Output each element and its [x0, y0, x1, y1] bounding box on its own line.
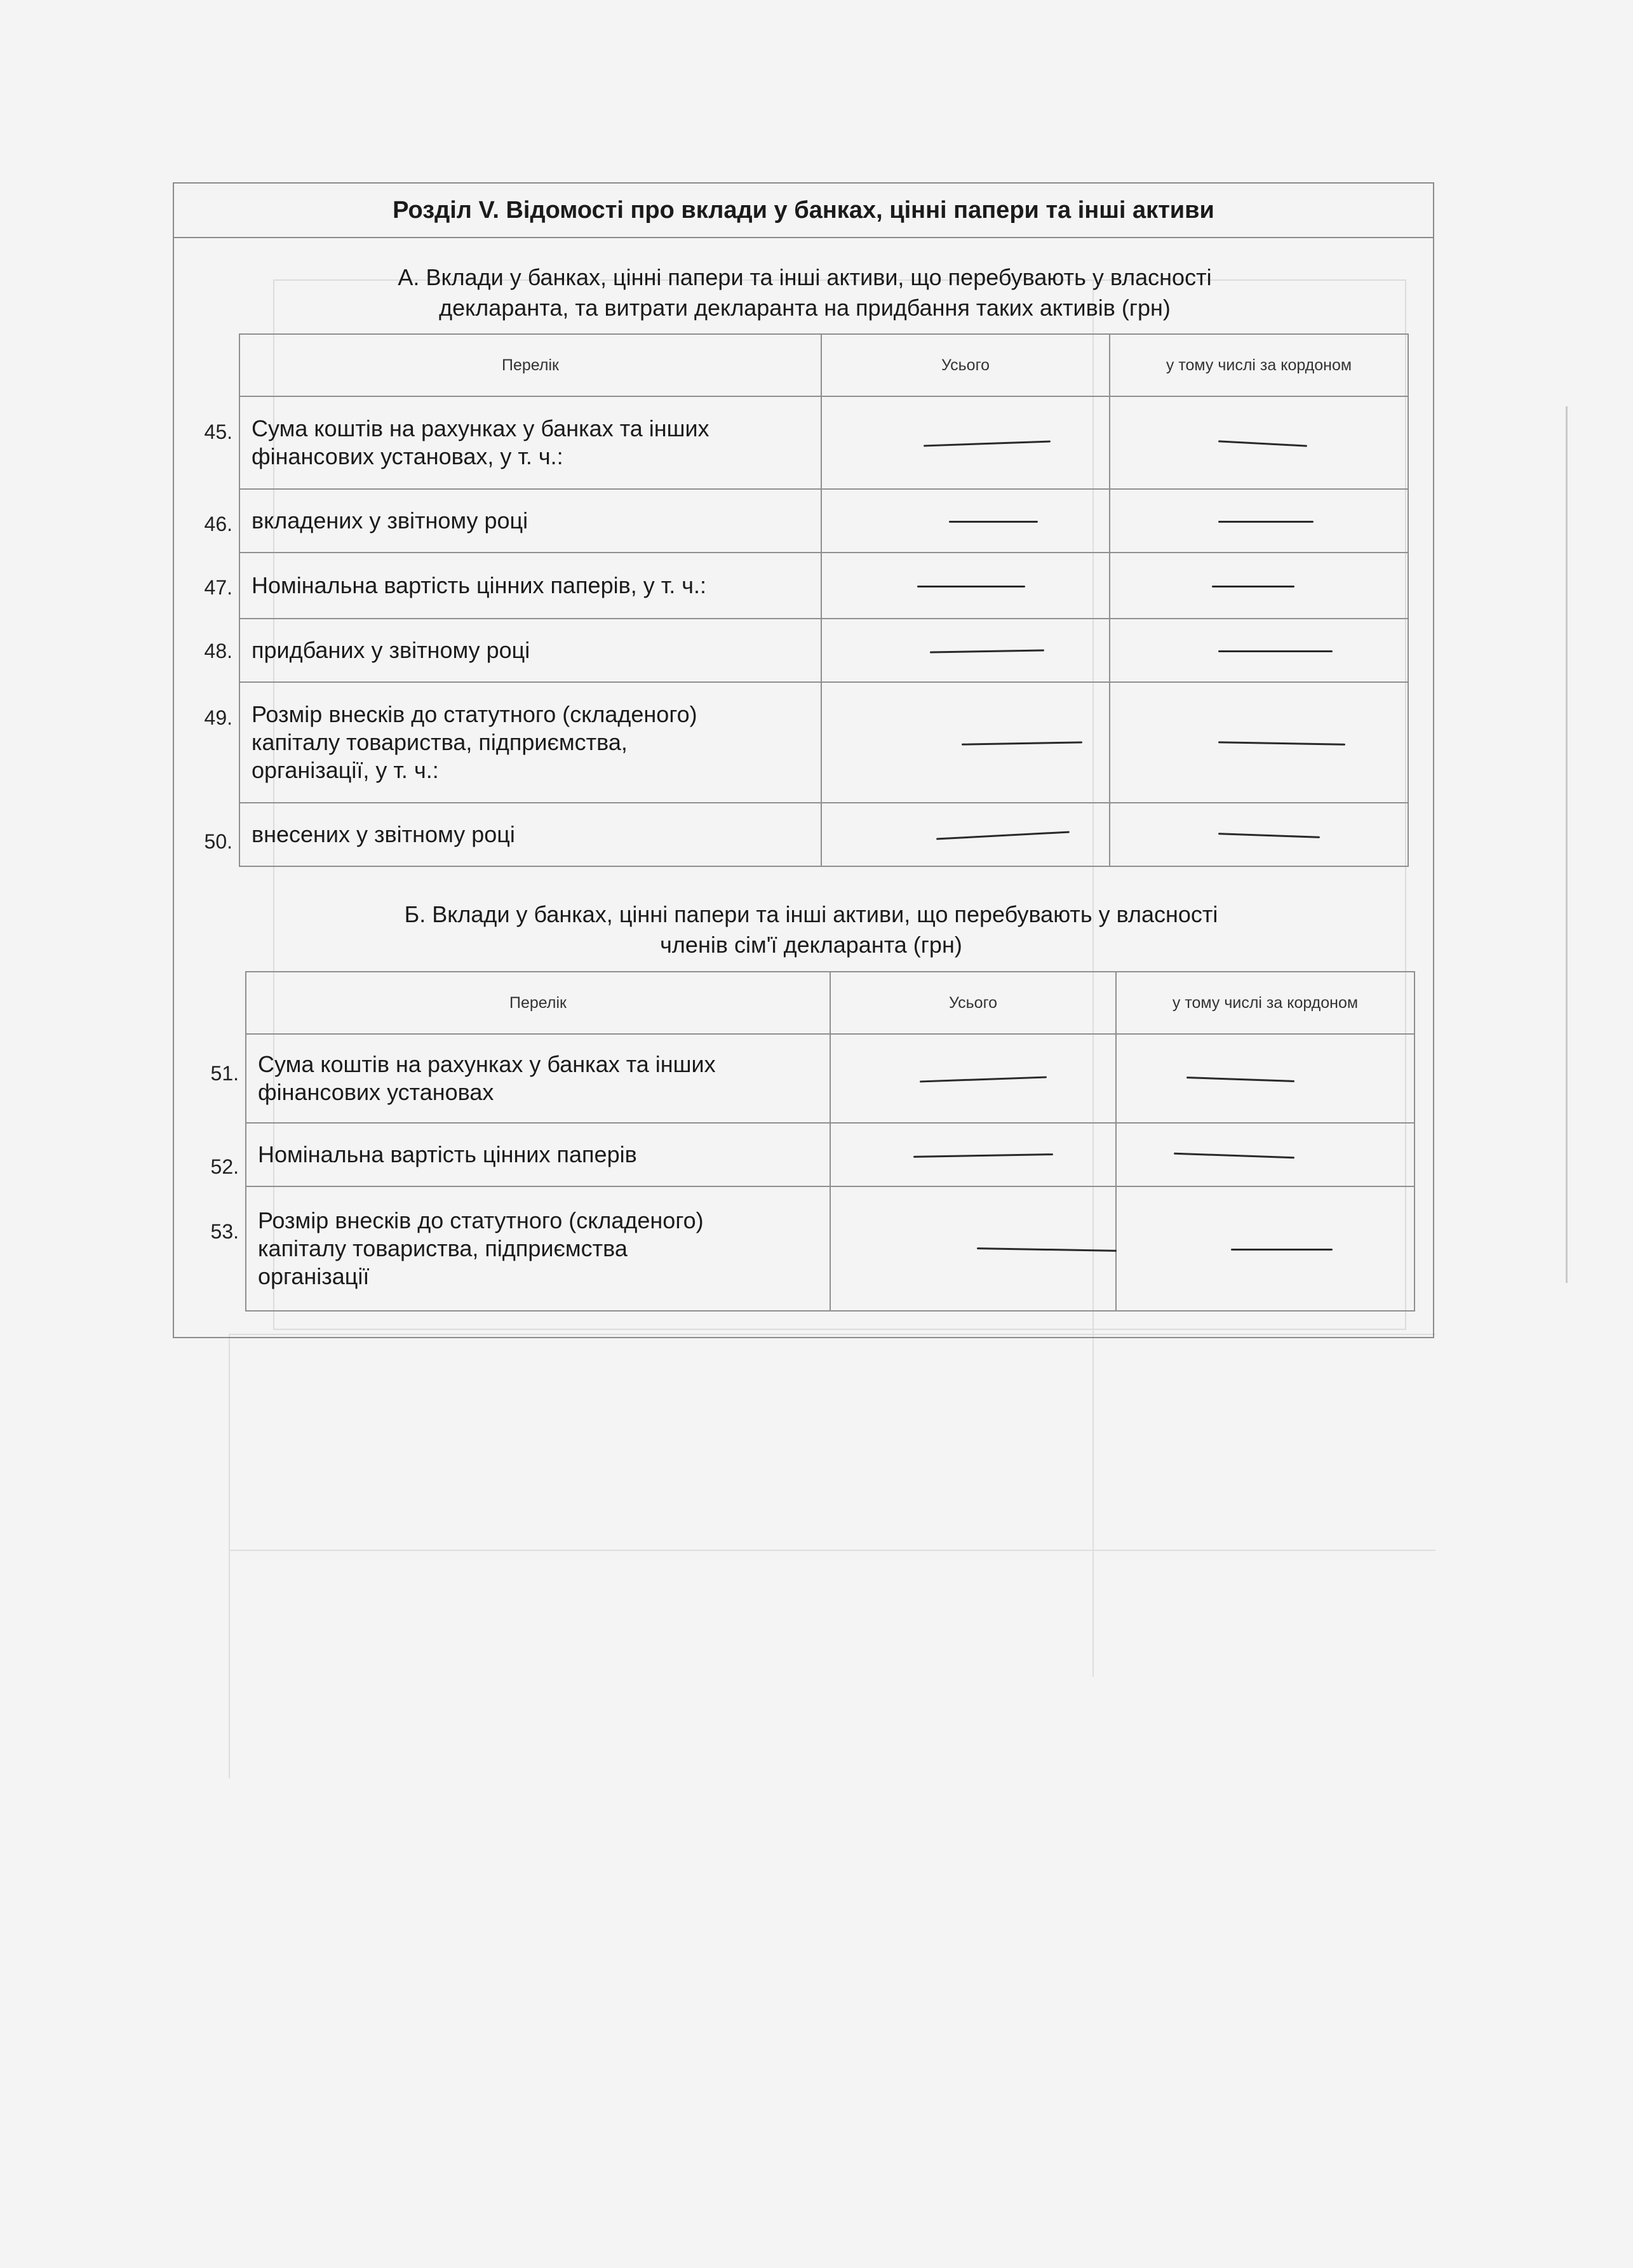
row-number: 45.: [204, 420, 232, 443]
bleed-through-line: [229, 1550, 1435, 1551]
row-label: Сума коштів на рахунках у банках та інших фінансових установах: [246, 1034, 830, 1123]
row-number: 51.: [210, 1062, 239, 1085]
row-number: 53.: [210, 1220, 239, 1243]
total-cell: [830, 1034, 1116, 1123]
abroad-cell: [1110, 803, 1408, 866]
column-header: Усього: [821, 334, 1110, 396]
abroad-cell: [1110, 682, 1408, 803]
dash-mark: [1212, 586, 1294, 587]
table-header-row: [239, 334, 1408, 396]
table-row: [239, 682, 1408, 803]
total-cell: [821, 803, 1110, 866]
table-row: [239, 489, 1408, 553]
abroad-cell: [1116, 1186, 1415, 1311]
row-number: 48.: [204, 640, 232, 662]
dash-mark: [1174, 1153, 1294, 1159]
dash-mark: [1218, 833, 1320, 838]
dash-mark: [1218, 741, 1345, 745]
bleed-through-line: [1566, 406, 1568, 1283]
row-number: 50.: [204, 830, 232, 853]
dash-mark: [1186, 1077, 1294, 1082]
table-row: [239, 619, 1408, 682]
table-header-row: [246, 972, 1415, 1034]
dash-mark: [1218, 521, 1314, 523]
table-row: [239, 396, 1408, 489]
row-label: внесених у звітному році: [239, 803, 821, 866]
dash-mark: [1231, 1249, 1333, 1251]
abroad-cell: [1110, 489, 1408, 553]
total-cell: [821, 489, 1110, 553]
dash-mark: [930, 649, 1044, 653]
part-a-table: [239, 333, 1409, 867]
row-number: 47.: [204, 576, 232, 599]
dash-mark: [936, 831, 1070, 840]
column-header: Перелік: [246, 972, 830, 1034]
dash-mark: [977, 1247, 1117, 1252]
row-label: Розмір внесків до статутного (складеного) капіталу товариства, підприємства, організації, у т. ч.:: [239, 682, 821, 803]
dash-mark: [913, 1153, 1053, 1158]
part-b-heading: [180, 899, 1442, 960]
section-v-frame: [173, 182, 1434, 1338]
row-label: Розмір внесків до статутного (складеного) капіталу товариства, підприємства організації: [246, 1186, 830, 1311]
abroad-cell: [1110, 619, 1408, 682]
row-label: Номінальна вартість цінних паперів: [246, 1123, 830, 1186]
part-b-table: [245, 971, 1415, 1312]
dash-mark: [917, 586, 1025, 587]
total-cell: [821, 682, 1110, 803]
row-label: Сума коштів на рахунках у банках та інших фінансових установах, у т. ч.:: [239, 396, 821, 489]
dash-mark: [949, 521, 1038, 523]
total-cell: [830, 1123, 1116, 1186]
column-header: у тому числі за кордоном: [1116, 972, 1415, 1034]
column-header: у тому числі за кордоном: [1110, 334, 1408, 396]
row-label: придбаних у звітному році: [239, 619, 821, 682]
abroad-cell: [1116, 1034, 1415, 1123]
part-b-heading-line2: членів сім'ї декларанта (грн): [660, 932, 962, 958]
row-number: 52.: [210, 1155, 239, 1178]
column-header: Перелік: [239, 334, 821, 396]
total-cell: [821, 396, 1110, 489]
abroad-cell: [1110, 396, 1408, 489]
abroad-cell: [1116, 1123, 1415, 1186]
table-row: [246, 1123, 1415, 1186]
row-label: Номінальна вартість цінних паперів, у т. ч.:: [239, 553, 821, 619]
bleed-through-line: [229, 1334, 230, 1778]
part-a-heading-line1: А. Вклади у банках, цінні папери та інші активи, що перебувають у власності: [398, 264, 1212, 290]
part-a-heading: [174, 262, 1435, 323]
table-row: [239, 553, 1408, 619]
total-cell: [821, 619, 1110, 682]
total-cell: [830, 1186, 1116, 1311]
row-number: 46.: [204, 513, 232, 535]
total-cell: [821, 553, 1110, 619]
part-a-heading-line2: декларанта, та витрати декларанта на придбання таких активів (грн): [439, 295, 1171, 321]
row-label: вкладених у звітному році: [239, 489, 821, 553]
dash-mark: [920, 1077, 1047, 1083]
dash-mark: [1218, 650, 1333, 652]
dash-mark: [962, 741, 1082, 745]
column-header: Усього: [830, 972, 1116, 1034]
part-b-heading-line1: Б. Вклади у банках, цінні папери та інші активи, що перебувають у власності: [404, 901, 1218, 927]
row-number: 49.: [204, 706, 232, 729]
table-row: [246, 1186, 1415, 1311]
section-title: Розділ V. Відомості про вклади у банках, цінні папери та інші активи: [174, 184, 1433, 238]
dash-mark: [1218, 440, 1307, 446]
table-row: [246, 1034, 1415, 1123]
table-row: [239, 803, 1408, 866]
dash-mark: [924, 441, 1051, 447]
abroad-cell: [1110, 553, 1408, 619]
